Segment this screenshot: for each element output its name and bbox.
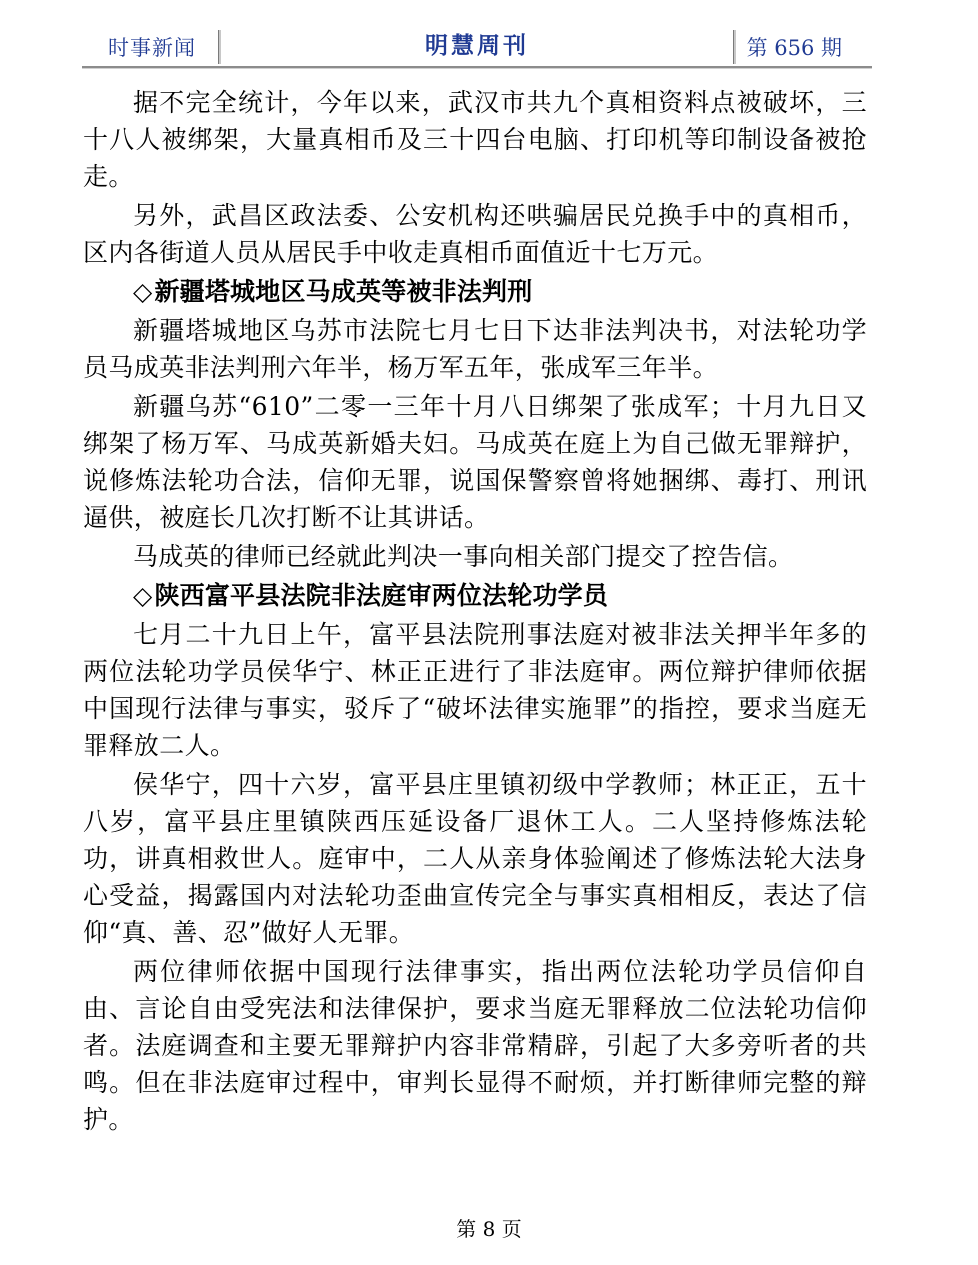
paragraph-shaanxi-defendants: 侯华宁，四十六岁，富平县庄里镇初级中学教师；林正正，五十八岁，富平县庄里镇陕西压延设备厂退休工人。二人坚持修炼法轮功，讲真相救世人。庭审中，二人从亲身体验阐述了修炼法轮大法身心受益，揭露国内对法轮功歪曲宣传完全与事实真相相反，表达了信仰“真、善、忍”做好人无罪。 [83,770,867,947]
diamond-bullet-icon: ◇ [133,581,153,610]
section-heading-shaanxi [83,577,867,614]
article-body [83,84,867,1140]
page-header [82,26,872,68]
page-number: 第 8 页 [456,1217,522,1241]
section-heading-shaanxi-text: 陕西富平县法院非法庭审两位法轮功学员 [154,581,609,610]
section-heading-xinjiang-text: 新疆塔城地区马成英等被非法判刑 [154,277,533,306]
paragraph-wuhan-stats: 据不完全统计，今年以来，武汉市共九个真相资料点被破坏，三十八人被绑架，大量真相币及三十四台电脑、打印机等印制设备被抢走。 [83,88,867,191]
paragraph-xinjiang-lawyer: 马成英的律师已经就此判决一事向相关部门提交了控告信。 [133,542,794,571]
diamond-bullet-icon: ◇ [133,277,153,306]
issue-number: 第 656 期 [746,36,842,60]
publication-title: 明慧周刊 [425,32,529,59]
paragraph-xinjiang-abduction: 新疆乌苏“610”二零一三年十月八日绑架了张成军；十月九日又绑架了杨万军、马成英新婚夫妇。马成英在庭上为自己做无罪辩护，说修炼法轮功合法，信仰无罪，说国保警察曾将她捆绑、毒打、刑讯逼供，被庭长几次打断不让其讲话。 [83,392,867,532]
paragraph-xinjiang-verdict: 新疆塔城地区乌苏市法院七月七日下达非法判决书，对法轮功学员马成英非法判刑六年半，杨万军五年，张成军三年半。 [83,316,867,382]
header-rule [82,66,872,69]
header-separator-right [733,30,736,64]
paragraph-shaanxi-lawyers: 两位律师依据中国现行法律事实，指出两位法轮功学员信仰自由、言论自由受宪法和法律保护，要求当庭无罪释放二位法轮功信仰者。法庭调查和主要无罪辩护内容非常精辟，引起了大多旁听者的共鸣。但在非法庭审过程中，审判长显得不耐烦，并打断律师完整的辩护。 [83,957,867,1134]
paragraph-shaanxi-trial: 七月二十九日上午，富平县法院刑事法庭对被非法关押半年多的两位法轮功学员侯华宁、林正正进行了非法庭审。两位辩护律师依据中国现行法律与事实，驳斥了“破坏法律实施罪”的指控，要求当庭无罪释放二人。 [83,620,867,760]
section-heading-xinjiang [83,273,867,310]
header-section-label: 时事新闻 [108,36,196,60]
paragraph-wuchang-currency: 另外，武昌区政法委、公安机构还哄骗居民兑换手中的真相币，区内各街道人员从居民手中收走真相币面值近十七万元。 [83,201,867,267]
